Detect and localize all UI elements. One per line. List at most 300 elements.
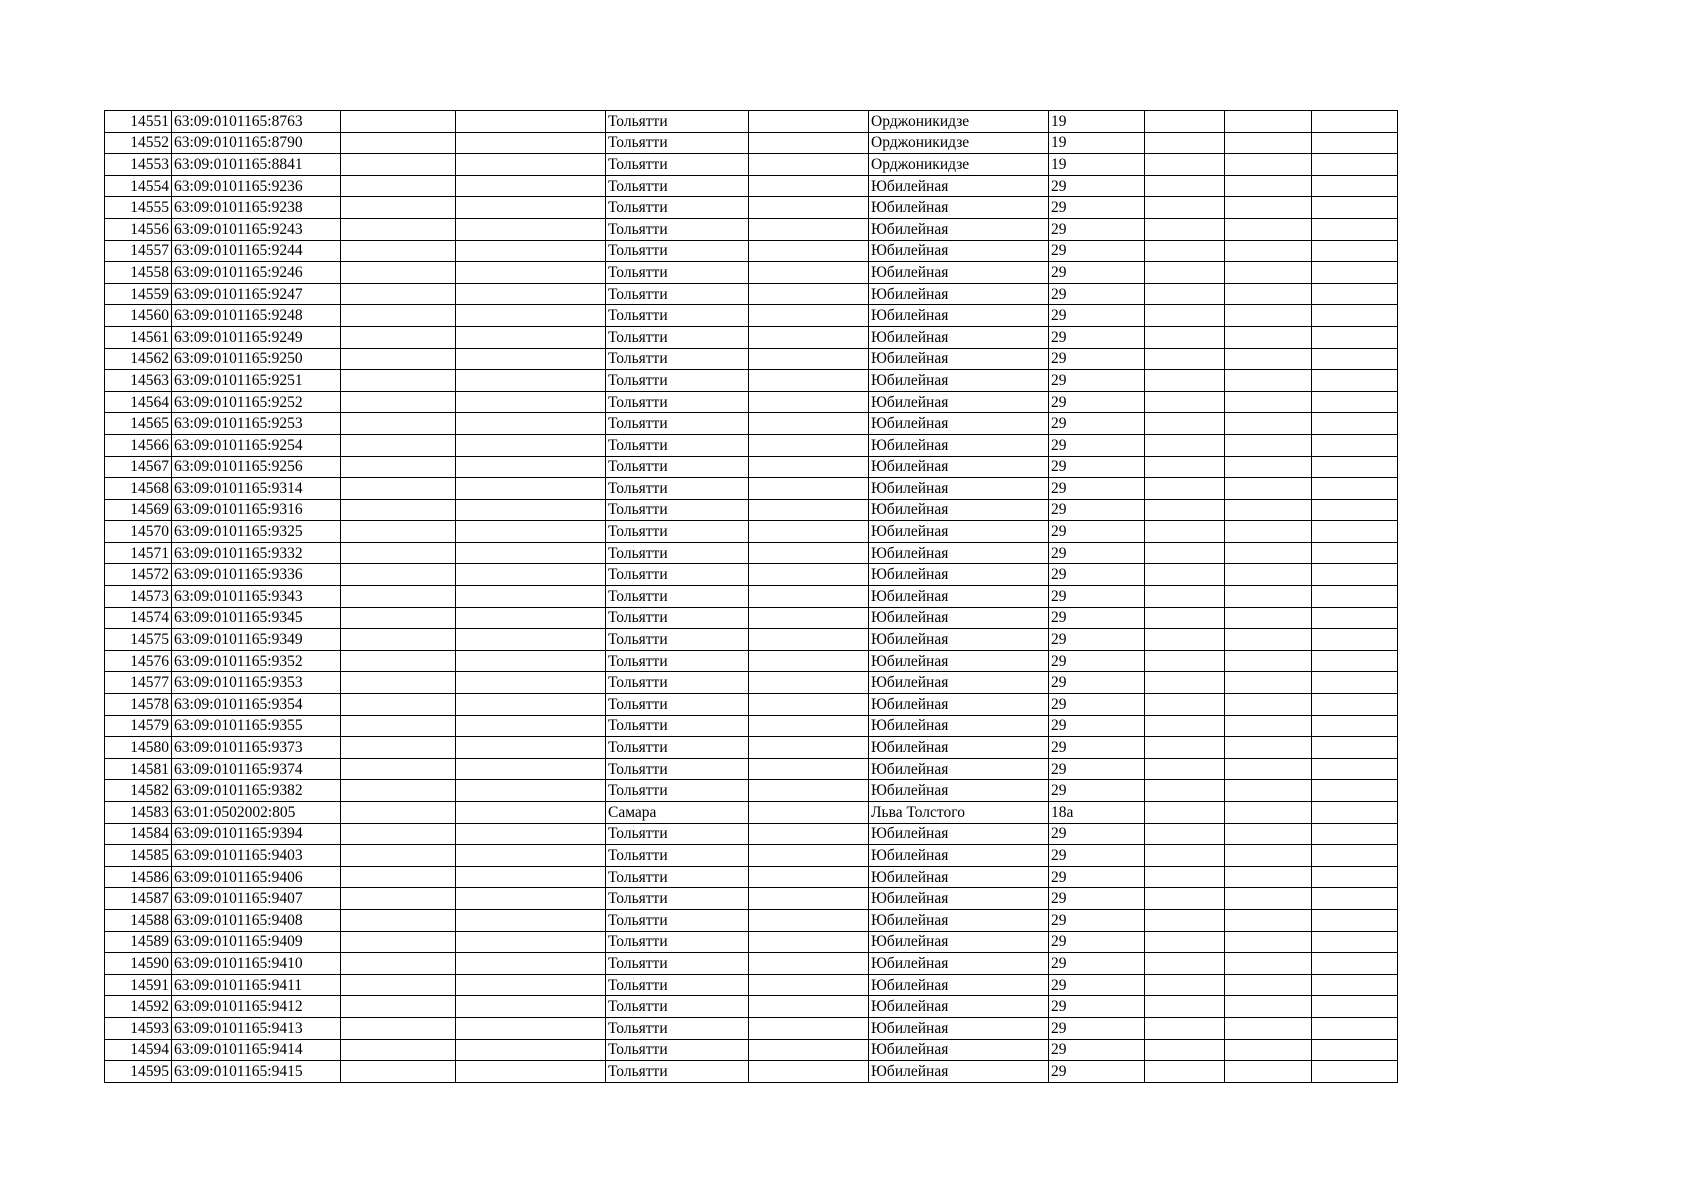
row-number-cell: 14571	[105, 542, 172, 564]
empty-cell	[456, 607, 606, 629]
empty-cell	[1225, 218, 1312, 240]
empty-cell	[749, 780, 869, 802]
empty-cell	[341, 456, 456, 478]
empty-cell	[749, 866, 869, 888]
city-cell: Тольятти	[606, 650, 749, 672]
empty-cell	[1312, 521, 1398, 543]
street-cell: Юбилейная	[869, 909, 1049, 931]
empty-cell	[1145, 132, 1225, 154]
empty-cell	[1225, 132, 1312, 154]
row-number-cell: 14583	[105, 802, 172, 824]
empty-cell	[749, 823, 869, 845]
empty-cell	[1312, 866, 1398, 888]
empty-cell	[1225, 953, 1312, 975]
empty-cell	[456, 499, 606, 521]
city-cell: Тольятти	[606, 348, 749, 370]
cadastral-number-cell: 63:09:0101165:9412	[172, 996, 341, 1018]
empty-cell	[456, 175, 606, 197]
table-row	[105, 607, 1398, 629]
city-cell: Тольятти	[606, 629, 749, 651]
empty-cell	[456, 586, 606, 608]
empty-cell	[341, 586, 456, 608]
empty-cell	[341, 802, 456, 824]
empty-cell	[1225, 434, 1312, 456]
table-row	[105, 996, 1398, 1018]
row-number-cell: 14551	[105, 111, 172, 133]
empty-cell	[1312, 823, 1398, 845]
row-number-cell: 14572	[105, 564, 172, 586]
city-cell: Тольятти	[606, 391, 749, 413]
city-cell: Тольятти	[606, 758, 749, 780]
empty-cell	[341, 780, 456, 802]
empty-cell	[1225, 391, 1312, 413]
city-cell: Тольятти	[606, 283, 749, 305]
table-row	[105, 694, 1398, 716]
street-cell: Юбилейная	[869, 413, 1049, 435]
street-cell: Юбилейная	[869, 974, 1049, 996]
house-number-cell: 29	[1049, 1039, 1145, 1061]
city-cell: Тольятти	[606, 888, 749, 910]
table-row	[105, 326, 1398, 348]
house-number-cell: 29	[1049, 564, 1145, 586]
cadastral-number-cell: 63:09:0101165:9246	[172, 262, 341, 284]
empty-cell	[749, 953, 869, 975]
city-cell: Тольятти	[606, 694, 749, 716]
empty-cell	[1225, 1017, 1312, 1039]
table-row	[105, 802, 1398, 824]
empty-cell	[341, 521, 456, 543]
empty-cell	[1312, 132, 1398, 154]
cadastral-number-cell: 63:09:0101165:9406	[172, 866, 341, 888]
street-cell: Юбилейная	[869, 283, 1049, 305]
row-number-cell: 14565	[105, 413, 172, 435]
empty-cell	[341, 737, 456, 759]
street-cell: Юбилейная	[869, 953, 1049, 975]
empty-cell	[1225, 909, 1312, 931]
empty-cell	[341, 434, 456, 456]
empty-cell	[1312, 564, 1398, 586]
empty-cell	[341, 326, 456, 348]
empty-cell	[749, 564, 869, 586]
empty-cell	[1312, 499, 1398, 521]
row-number-cell: 14556	[105, 218, 172, 240]
table-row	[105, 542, 1398, 564]
empty-cell	[1145, 499, 1225, 521]
empty-cell	[749, 542, 869, 564]
table-row	[105, 111, 1398, 133]
row-number-cell: 14555	[105, 197, 172, 219]
empty-cell	[456, 218, 606, 240]
house-number-cell: 29	[1049, 715, 1145, 737]
empty-cell	[1312, 478, 1398, 500]
cadastral-number-cell: 63:09:0101165:9408	[172, 909, 341, 931]
empty-cell	[1312, 737, 1398, 759]
empty-cell	[749, 521, 869, 543]
house-number-cell: 29	[1049, 845, 1145, 867]
street-cell: Юбилейная	[869, 866, 1049, 888]
empty-cell	[456, 283, 606, 305]
street-cell: Юбилейная	[869, 370, 1049, 392]
empty-cell	[1312, 240, 1398, 262]
city-cell: Тольятти	[606, 672, 749, 694]
empty-cell	[1312, 305, 1398, 327]
table-row	[105, 737, 1398, 759]
empty-cell	[749, 391, 869, 413]
city-cell: Тольятти	[606, 909, 749, 931]
empty-cell	[341, 348, 456, 370]
cadastral-number-cell: 63:09:0101165:9411	[172, 974, 341, 996]
street-cell: Юбилейная	[869, 348, 1049, 370]
cadastral-number-cell: 63:09:0101165:9349	[172, 629, 341, 651]
empty-cell	[456, 909, 606, 931]
empty-cell	[1312, 996, 1398, 1018]
house-number-cell: 19	[1049, 111, 1145, 133]
empty-cell	[1225, 629, 1312, 651]
empty-cell	[1145, 780, 1225, 802]
empty-cell	[1225, 866, 1312, 888]
row-number-cell: 14558	[105, 262, 172, 284]
city-cell: Тольятти	[606, 262, 749, 284]
table-row	[105, 218, 1398, 240]
cadastral-number-cell: 63:09:0101165:9236	[172, 175, 341, 197]
table-row	[105, 262, 1398, 284]
empty-cell	[341, 694, 456, 716]
table-row	[105, 1017, 1398, 1039]
empty-cell	[1225, 586, 1312, 608]
empty-cell	[1225, 413, 1312, 435]
city-cell: Тольятти	[606, 521, 749, 543]
empty-cell	[1225, 694, 1312, 716]
empty-cell	[749, 478, 869, 500]
city-cell: Тольятти	[606, 715, 749, 737]
empty-cell	[341, 370, 456, 392]
empty-cell	[1145, 478, 1225, 500]
city-cell: Тольятти	[606, 607, 749, 629]
empty-cell	[1312, 974, 1398, 996]
empty-cell	[1225, 888, 1312, 910]
table-row	[105, 715, 1398, 737]
empty-cell	[1225, 845, 1312, 867]
empty-cell	[1312, 283, 1398, 305]
empty-cell	[456, 542, 606, 564]
empty-cell	[1145, 370, 1225, 392]
cadastral-number-cell: 63:09:0101165:9354	[172, 694, 341, 716]
empty-cell	[341, 218, 456, 240]
house-number-cell: 29	[1049, 478, 1145, 500]
house-number-cell: 19	[1049, 154, 1145, 176]
empty-cell	[1225, 478, 1312, 500]
city-cell: Тольятти	[606, 845, 749, 867]
house-number-cell: 29	[1049, 996, 1145, 1018]
empty-cell	[749, 262, 869, 284]
empty-cell	[1312, 1039, 1398, 1061]
empty-cell	[1145, 953, 1225, 975]
empty-cell	[749, 305, 869, 327]
empty-cell	[456, 694, 606, 716]
row-number-cell: 14589	[105, 931, 172, 953]
city-cell: Тольятти	[606, 154, 749, 176]
row-number-cell: 14594	[105, 1039, 172, 1061]
row-number-cell: 14560	[105, 305, 172, 327]
row-number-cell: 14573	[105, 586, 172, 608]
cadastral-number-cell: 63:09:0101165:9249	[172, 326, 341, 348]
empty-cell	[1312, 154, 1398, 176]
empty-cell	[749, 175, 869, 197]
empty-cell	[1312, 802, 1398, 824]
empty-cell	[1145, 434, 1225, 456]
empty-cell	[1145, 521, 1225, 543]
cadastral-number-cell: 63:01:0502002:805	[172, 802, 341, 824]
table-row	[105, 845, 1398, 867]
city-cell: Тольятти	[606, 564, 749, 586]
row-number-cell: 14592	[105, 996, 172, 1018]
empty-cell	[456, 1061, 606, 1083]
table-row	[105, 823, 1398, 845]
empty-cell	[341, 1017, 456, 1039]
empty-cell	[1225, 650, 1312, 672]
table-row	[105, 175, 1398, 197]
house-number-cell: 29	[1049, 780, 1145, 802]
city-cell: Тольятти	[606, 478, 749, 500]
cadastral-number-cell: 63:09:0101165:9414	[172, 1039, 341, 1061]
empty-cell	[341, 715, 456, 737]
house-number-cell: 18а	[1049, 802, 1145, 824]
cadastral-number-cell: 63:09:0101165:9382	[172, 780, 341, 802]
street-cell: Юбилейная	[869, 564, 1049, 586]
empty-cell	[1225, 758, 1312, 780]
table-row	[105, 1061, 1398, 1083]
street-cell: Юбилейная	[869, 391, 1049, 413]
empty-cell	[1312, 391, 1398, 413]
table-body	[105, 111, 1398, 1083]
property-table	[104, 110, 1398, 1083]
house-number-cell: 29	[1049, 197, 1145, 219]
house-number-cell: 29	[1049, 391, 1145, 413]
city-cell: Тольятти	[606, 586, 749, 608]
city-cell: Тольятти	[606, 737, 749, 759]
cadastral-number-cell: 63:09:0101165:9353	[172, 672, 341, 694]
empty-cell	[749, 974, 869, 996]
empty-cell	[1312, 909, 1398, 931]
house-number-cell: 29	[1049, 370, 1145, 392]
empty-cell	[749, 931, 869, 953]
city-cell: Тольятти	[606, 132, 749, 154]
street-cell: Юбилейная	[869, 175, 1049, 197]
empty-cell	[1312, 607, 1398, 629]
street-cell: Орджоникидзе	[869, 132, 1049, 154]
empty-cell	[1145, 737, 1225, 759]
row-number-cell: 14568	[105, 478, 172, 500]
city-cell: Тольятти	[606, 974, 749, 996]
empty-cell	[1145, 694, 1225, 716]
empty-cell	[341, 672, 456, 694]
house-number-cell: 29	[1049, 586, 1145, 608]
city-cell: Тольятти	[606, 823, 749, 845]
cadastral-number-cell: 63:09:0101165:9238	[172, 197, 341, 219]
table-row	[105, 586, 1398, 608]
row-number-cell: 14590	[105, 953, 172, 975]
table-row	[105, 154, 1398, 176]
empty-cell	[1145, 197, 1225, 219]
empty-cell	[749, 218, 869, 240]
city-cell: Тольятти	[606, 1061, 749, 1083]
table-row	[105, 434, 1398, 456]
house-number-cell: 29	[1049, 866, 1145, 888]
cadastral-number-cell: 63:09:0101165:9244	[172, 240, 341, 262]
empty-cell	[341, 866, 456, 888]
row-number-cell: 14575	[105, 629, 172, 651]
table-row	[105, 197, 1398, 219]
street-cell: Юбилейная	[869, 499, 1049, 521]
empty-cell	[1145, 823, 1225, 845]
empty-cell	[749, 434, 869, 456]
empty-cell	[1145, 672, 1225, 694]
street-cell: Юбилейная	[869, 218, 1049, 240]
empty-cell	[1145, 218, 1225, 240]
empty-cell	[456, 262, 606, 284]
empty-cell	[1225, 542, 1312, 564]
empty-cell	[1225, 607, 1312, 629]
cadastral-number-cell: 63:09:0101165:9256	[172, 456, 341, 478]
cadastral-number-cell: 63:09:0101165:9332	[172, 542, 341, 564]
row-number-cell: 14578	[105, 694, 172, 716]
house-number-cell: 29	[1049, 218, 1145, 240]
empty-cell	[1145, 154, 1225, 176]
empty-cell	[456, 305, 606, 327]
empty-cell	[1312, 586, 1398, 608]
empty-cell	[749, 1061, 869, 1083]
row-number-cell: 14559	[105, 283, 172, 305]
cadastral-number-cell: 63:09:0101165:9325	[172, 521, 341, 543]
empty-cell	[1312, 175, 1398, 197]
empty-cell	[1145, 866, 1225, 888]
empty-cell	[1225, 348, 1312, 370]
empty-cell	[1145, 715, 1225, 737]
row-number-cell: 14595	[105, 1061, 172, 1083]
table-row	[105, 672, 1398, 694]
empty-cell	[1145, 629, 1225, 651]
empty-cell	[456, 564, 606, 586]
house-number-cell: 29	[1049, 1017, 1145, 1039]
street-cell: Юбилейная	[869, 629, 1049, 651]
street-cell: Юбилейная	[869, 1039, 1049, 1061]
empty-cell	[456, 111, 606, 133]
street-cell: Юбилейная	[869, 737, 1049, 759]
house-number-cell: 29	[1049, 607, 1145, 629]
table-row	[105, 240, 1398, 262]
street-cell: Юбилейная	[869, 197, 1049, 219]
empty-cell	[749, 1017, 869, 1039]
empty-cell	[749, 348, 869, 370]
cadastral-number-cell: 63:09:0101165:9250	[172, 348, 341, 370]
cadastral-number-cell: 63:09:0101165:9343	[172, 586, 341, 608]
house-number-cell: 29	[1049, 953, 1145, 975]
empty-cell	[1145, 262, 1225, 284]
empty-cell	[1225, 456, 1312, 478]
empty-cell	[1312, 629, 1398, 651]
cadastral-number-cell: 63:09:0101165:9394	[172, 823, 341, 845]
table-row	[105, 413, 1398, 435]
empty-cell	[749, 758, 869, 780]
empty-cell	[1312, 758, 1398, 780]
empty-cell	[456, 931, 606, 953]
empty-cell	[341, 823, 456, 845]
empty-cell	[1225, 1061, 1312, 1083]
house-number-cell: 29	[1049, 240, 1145, 262]
empty-cell	[1225, 326, 1312, 348]
city-cell: Тольятти	[606, 434, 749, 456]
empty-cell	[1225, 931, 1312, 953]
cadastral-number-cell: 63:09:0101165:9243	[172, 218, 341, 240]
street-cell: Юбилейная	[869, 996, 1049, 1018]
empty-cell	[1225, 175, 1312, 197]
empty-cell	[456, 1039, 606, 1061]
empty-cell	[456, 456, 606, 478]
empty-cell	[341, 499, 456, 521]
house-number-cell: 29	[1049, 931, 1145, 953]
empty-cell	[1145, 326, 1225, 348]
street-cell: Юбилейная	[869, 305, 1049, 327]
cadastral-number-cell: 63:09:0101165:9373	[172, 737, 341, 759]
cadastral-number-cell: 63:09:0101165:8841	[172, 154, 341, 176]
street-cell: Юбилейная	[869, 672, 1049, 694]
street-cell: Юбилейная	[869, 586, 1049, 608]
empty-cell	[749, 909, 869, 931]
street-cell: Юбилейная	[869, 845, 1049, 867]
empty-cell	[1145, 1061, 1225, 1083]
street-cell: Юбилейная	[869, 715, 1049, 737]
city-cell: Тольятти	[606, 996, 749, 1018]
house-number-cell: 29	[1049, 909, 1145, 931]
table-row	[105, 909, 1398, 931]
empty-cell	[1225, 715, 1312, 737]
cadastral-number-cell: 63:09:0101165:9314	[172, 478, 341, 500]
table-row	[105, 564, 1398, 586]
empty-cell	[1312, 326, 1398, 348]
empty-cell	[456, 197, 606, 219]
empty-cell	[1225, 564, 1312, 586]
empty-cell	[1312, 456, 1398, 478]
empty-cell	[749, 607, 869, 629]
table-row	[105, 370, 1398, 392]
house-number-cell: 29	[1049, 283, 1145, 305]
cadastral-number-cell: 63:09:0101165:9248	[172, 305, 341, 327]
empty-cell	[456, 478, 606, 500]
row-number-cell: 14557	[105, 240, 172, 262]
empty-cell	[341, 542, 456, 564]
row-number-cell: 14574	[105, 607, 172, 629]
empty-cell	[341, 197, 456, 219]
empty-cell	[749, 586, 869, 608]
house-number-cell: 29	[1049, 348, 1145, 370]
empty-cell	[456, 715, 606, 737]
city-cell: Тольятти	[606, 542, 749, 564]
empty-cell	[1145, 758, 1225, 780]
empty-cell	[341, 111, 456, 133]
table-row	[105, 758, 1398, 780]
cadastral-number-cell: 63:09:0101165:9336	[172, 564, 341, 586]
house-number-cell: 29	[1049, 456, 1145, 478]
table-row	[105, 521, 1398, 543]
house-number-cell: 29	[1049, 262, 1145, 284]
empty-cell	[1225, 111, 1312, 133]
empty-cell	[1145, 283, 1225, 305]
city-cell: Тольятти	[606, 370, 749, 392]
city-cell: Самара	[606, 802, 749, 824]
city-cell: Тольятти	[606, 931, 749, 953]
city-cell: Тольятти	[606, 1017, 749, 1039]
empty-cell	[1312, 413, 1398, 435]
